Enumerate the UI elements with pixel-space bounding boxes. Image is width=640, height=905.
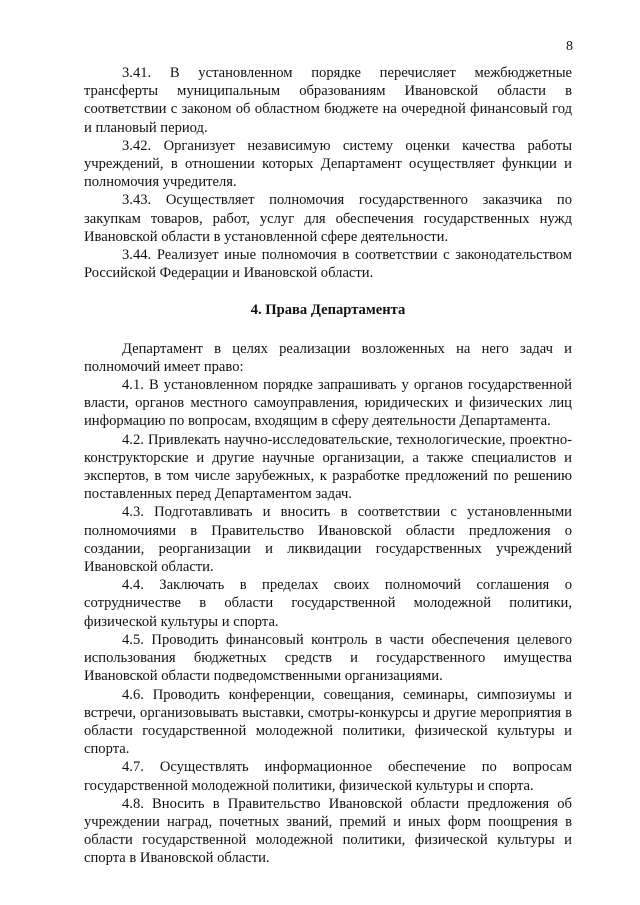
paragraph-3-41: 3.41. В установленном порядке перечисляет межбюджетные трансферты муниципальным образованиям Ивановской области в соответствии с законом об областном бюджете на очередной финансовый год и плановый период.: [84, 65, 572, 136]
paragraph-intro: Департамент в целях реализации возложенных на него задач и полномочий имеет право:: [84, 340, 572, 375]
paragraph-4-6: 4.6. Проводить конференции, совещания, семинары, симпозиумы и встречи, организовывать выставки, смотры-конкурсы и другие мероприятия в области государственной молодежной политики, физической культуры и спорта.: [84, 686, 572, 758]
paragraph-4-3: 4.3. Подготавливать и вносить в соответствии с установленными полномочиями в Правительство Ивановской области предложения о создании, реорганизации и ликвидации государственных учреждений Ивановской области.: [84, 504, 572, 576]
paragraph-3-42: 3.42. Организует независимую систему оценки качества работы учреждений, в отношении которых Департамент осуществляет функции и полномочия учредителя.: [84, 137, 572, 191]
paragraph-3-43: 3.43. Осуществляет полномочия государственного заказчика по закупкам товаров, работ, услуг для обеспечения государственных нужд Ивановской области в установленной сфере деятельности.: [84, 192, 572, 245]
paragraph-4-8: 4.8. Вносить в Правительство Ивановской области предложения об учреждении наград, почетных званий, премий и иных форм поощрения в области государственной молодежной политики, физической культуры и спорта в Ивановской области.: [84, 795, 572, 867]
page-number: 8: [566, 39, 573, 54]
paragraph-4-2: 4.2. Привлекать научно-исследовательские, технологические, проектно-конструкторские и другие научные организации, а также специалистов и экспертов, в том числе зарубежных, к разработке предложений по решению поставленных перед Департаментом задач.: [84, 431, 572, 503]
paragraph-4-5: 4.5. Проводить финансовый контроль в части обеспечения целевого использования бюджетных средств и государственного имущества Ивановской области подведомственными организациями.: [84, 631, 572, 685]
paragraph-4-1: 4.1. В установленном порядке запрашивать у органов государственной власти, органов местного самоуправления, юридических и физических лиц информацию по вопросам, входящим в сферу деятельности Департамента.: [84, 377, 572, 430]
paragraph-3-44: 3.44. Реализует иные полномочия в соответствии с законодательством Российской Федерации и Ивановской области.: [84, 247, 572, 282]
paragraph-4-4: 4.4. Заключать в пределах своих полномочий соглашения о сотрудничестве в области государственной молодежной политики, физической культуры и спорта.: [84, 577, 572, 630]
section-heading: 4. Права Департамента: [250, 302, 406, 319]
paragraph-4-7: 4.7. Осуществлять информационное обеспечение по вопросам государственной молодежной политики, физической культуры и спорта.: [84, 759, 572, 794]
